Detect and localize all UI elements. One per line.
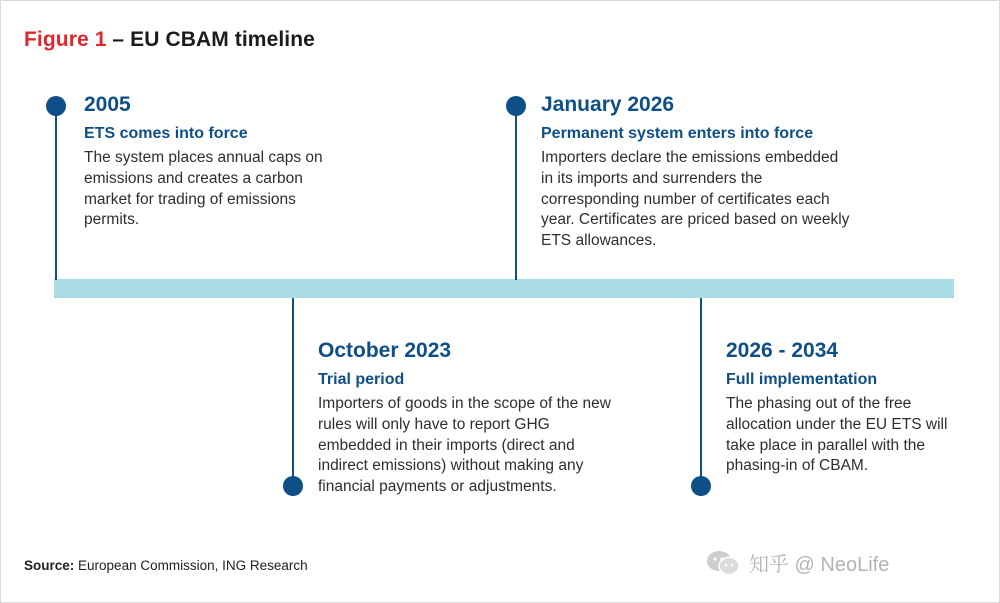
event-date: October 2023 (318, 339, 452, 362)
source-label: Source: (24, 558, 75, 573)
marker-jan-2026 (506, 96, 526, 116)
event-jan-2026 (541, 92, 851, 252)
watermark (705, 548, 889, 577)
event-date: 2005 (84, 93, 131, 116)
connector-oct-2023 (292, 298, 294, 486)
marker-2026-2034 (691, 476, 711, 496)
figure-title (24, 28, 315, 52)
figure-title-text: – EU CBAM timeline (112, 28, 315, 51)
connector-jan-2026 (515, 105, 517, 280)
event-date: 2026 - 2034 (726, 339, 839, 362)
source-text: European Commission, ING Research (78, 558, 308, 573)
chat-bubbles-icon (705, 549, 741, 577)
event-subtitle: ETS comes into force (84, 125, 248, 142)
timeline-band (54, 279, 954, 298)
connector-2026-2034 (700, 298, 702, 486)
event-subtitle: Permanent system enters into force (541, 125, 814, 142)
marker-2005 (46, 96, 66, 116)
event-description: The phasing out of the free allocation under the EU ETS will take place in parallel with the phasing-in of CBAM. (726, 395, 948, 475)
marker-oct-2023 (283, 476, 303, 496)
event-description: Importers declare the emissions embedded in its imports and surrenders the corresponding number of certificates each year. Certificates are priced based on weekly ETS allowances. (541, 149, 850, 250)
event-description: The system places annual caps on emissions and creates a carbon market for trading of emissions permits. (84, 149, 323, 229)
figure-number: Figure 1 (24, 28, 107, 51)
event-2026-2034 (726, 338, 966, 477)
event-description: Importers of goods in the scope of the new rules will only have to report GHG embedded in their imports (direct and indirect emissions) without making any financial payments or adjustments. (318, 395, 611, 496)
event-subtitle: Trial period (318, 371, 405, 388)
event-oct-2023 (318, 338, 618, 498)
event-date: January 2026 (541, 93, 675, 116)
event-2005 (84, 92, 324, 231)
event-subtitle: Full implementation (726, 371, 878, 388)
connector-2005 (55, 105, 57, 280)
source-note (24, 558, 308, 573)
watermark-text: 知乎 @ NeoLife (749, 554, 890, 576)
